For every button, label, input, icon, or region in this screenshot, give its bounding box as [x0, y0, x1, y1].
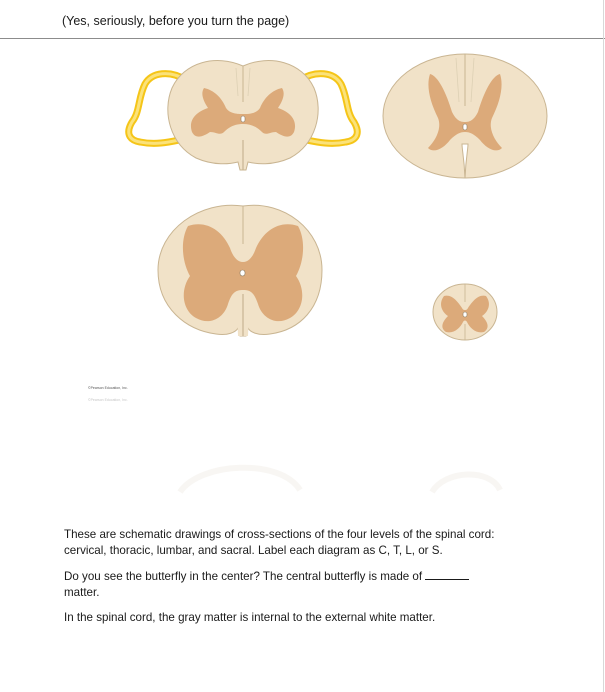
- spinal-cord-illustration: [0, 40, 605, 510]
- answer-blank[interactable]: [425, 568, 469, 580]
- cross-section-c: [158, 205, 322, 336]
- question-text: Do you see the butterfly in the center? The central butterfly is made of: [64, 570, 423, 583]
- figure-credit: ©Pearson Education, Inc.: [88, 386, 128, 390]
- cross-section-d: [433, 284, 497, 340]
- central-canal-c: [240, 270, 245, 276]
- central-canal-a: [241, 116, 245, 122]
- figure-credit-faded: ©Pearson Education, Inc.: [88, 398, 128, 402]
- central-canal-d: [463, 312, 467, 317]
- question-text-end: matter.: [64, 586, 100, 599]
- cross-section-b: [383, 54, 547, 178]
- question-paragraph: [64, 568, 534, 601]
- central-canal-b: [463, 124, 467, 130]
- header-divider: [0, 38, 605, 39]
- cross-section-a: [129, 61, 358, 170]
- statement-paragraph: In the spinal cord, the gray matter is internal to the external white matter.: [64, 611, 436, 624]
- instruction-paragraph: These are schematic drawings of cross-sections of the four levels of the spinal cord: cervical, thoracic, lumbar, and sacral. Label each diagram as C, T, L, or S.: [64, 528, 495, 557]
- faded-reflections: [180, 468, 500, 492]
- spinal-cord-figures: [0, 40, 605, 510]
- header-note: (Yes, seriously, before you turn the page): [62, 14, 290, 28]
